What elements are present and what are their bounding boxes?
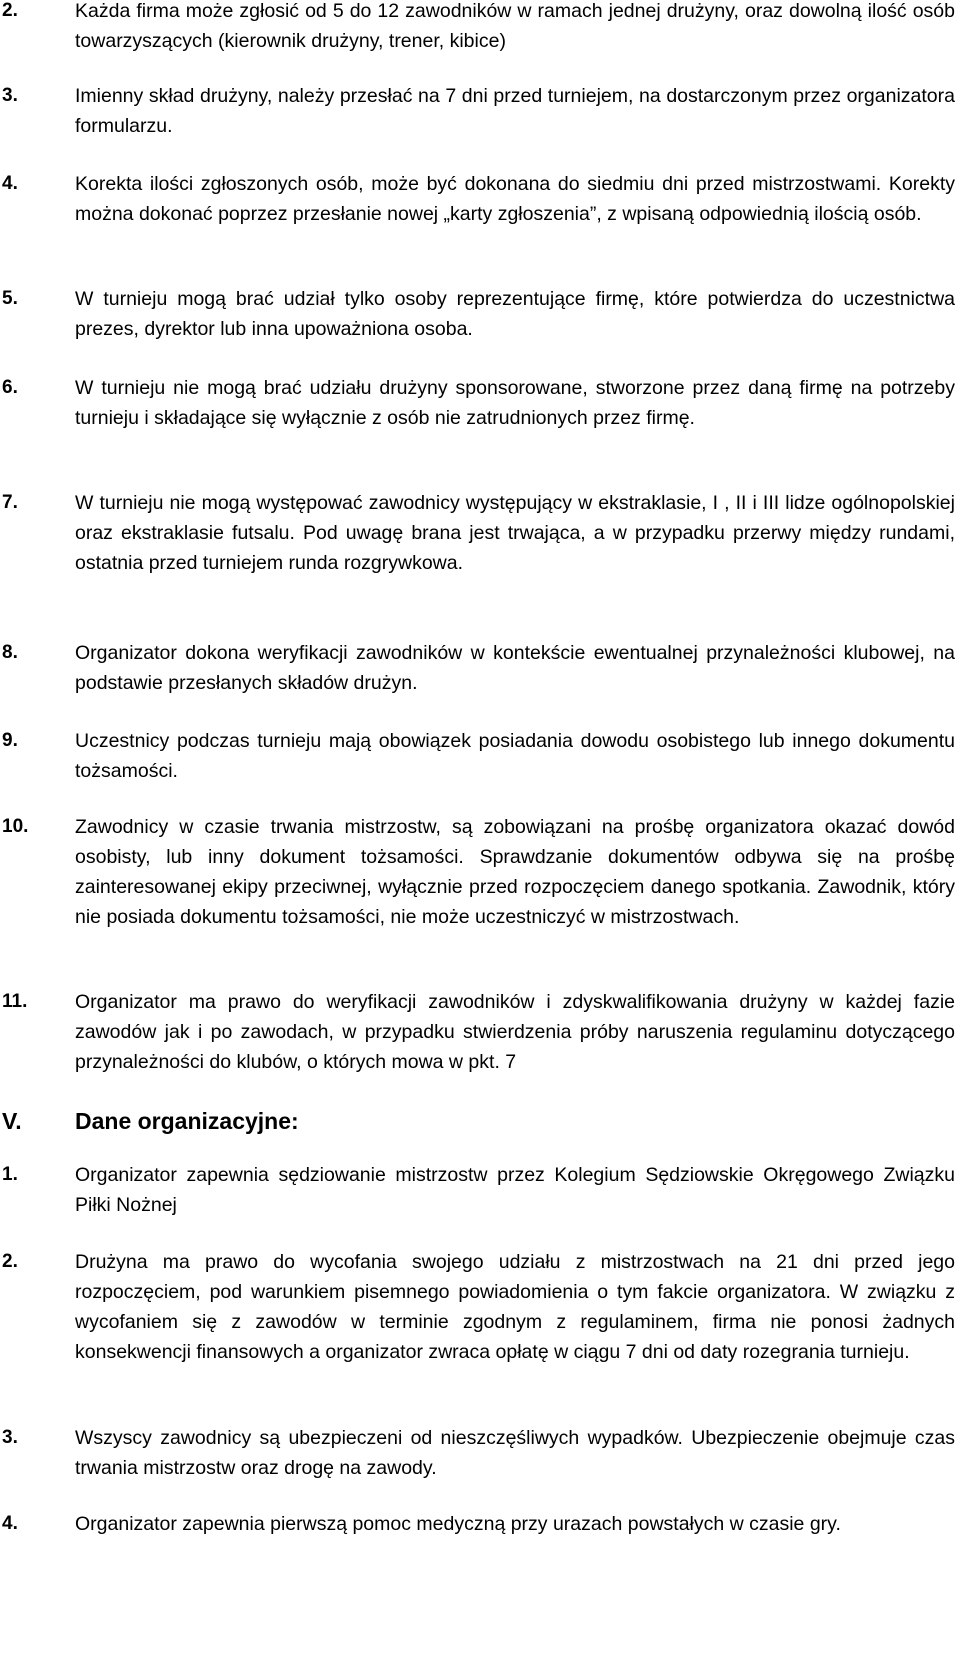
list-item-text: Uczestnicy podczas turnieju mają obowiązek posiadania dowodu osobistego lub innego dokumentu tożsamości. — [75, 730, 955, 782]
list-item-text: Wszyscy zawodnicy są ubezpieczeni od nieszczęśliwych wypadków. Ubezpieczenie obejmuje czas trwania mistrzostw oraz drogę na zawody. — [75, 1427, 955, 1479]
list-item-text: Organizator zapewnia pierwszą pomoc medyczną przy urazach powstałych w czasie gry. — [75, 1513, 841, 1535]
section-title: Dane organizacyjne: — [75, 1108, 299, 1134]
list-item-text: W turnieju nie mogą brać udziału drużyny sponsorowane, stworzone przez daną firmę na potrzeby turnieju i składające się wyłącznie z osób nie zatrudnionych przez firmę. — [75, 377, 955, 429]
list-item-text: W turnieju mogą brać udział tylko osoby reprezentujące firmę, które potwierdza do uczestnictwa prezes, dyrektor lub inna upoważniona osoba. — [75, 288, 955, 340]
list-item-text: Organizator dokona weryfikacji zawodników w kontekście ewentualnej przynależności klubowej, na podstawie przesłanych składów drużyn. — [75, 642, 955, 694]
list-item-number: 11. — [2, 991, 28, 1012]
list-item-text: Organizator zapewnia sędziowanie mistrzostw przez Kolegium Sędziowskie Okręgowego Związku Piłki Nożnej — [75, 1164, 955, 1216]
list-item-number: 4. — [2, 173, 18, 194]
list-item-number: 2. — [2, 0, 18, 21]
list-item-text: Drużyna ma prawo do wycofania swojego udziału z mistrzostwach na 21 dni przed jego rozpoczęciem, pod warunkiem pisemnego powiadomienia o tym fakcie organizatora. W związku z wycofaniem się z zawodów w terminie zgodnym z regulaminem, firma nie ponosi żadnych konsekwencji finansowych a organizator zwraca opłatę w ciągu 7 dni od daty rozegrania turnieju. — [75, 1251, 955, 1363]
list-item-number: 5. — [2, 288, 18, 309]
list-item-text: Zawodnicy w czasie trwania mistrzostw, są zobowiązani na prośbę organizatora okazać dowód osobisty, lub inny dokument tożsamości. Sprawdzanie dokumentów odbywa się na prośbę zainteresowanej ekipy przeciwnej, wyłącznie przed rozpoczęciem danego spotkania. Zawodnik, który nie posiada dokumentu tożsamości, nie może uczestniczyć w mistrzostwach. — [75, 816, 955, 928]
list-item-number: 8. — [2, 642, 18, 663]
list-item-number: 1. — [2, 1164, 18, 1185]
list-item-text: Korekta ilości zgłoszonych osób, może być dokonana do siedmiu dni przed mistrzostwami. Korekty można dokonać poprzez przesłanie nowej „karty zgłoszenia”, z wpisaną odpowiednią ilością osób. — [75, 173, 955, 225]
list-item-text: W turnieju nie mogą występować zawodnicy występujący w ekstraklasie, I , II i III lidze ogólnopolskiej oraz ekstraklasie futsalu. Pod uwagę brana jest trwająca, a w przypadku przerwy między rundami, ostatnia przed turniejem runda rozgrywkowa. — [75, 492, 955, 574]
list-item-text: Organizator ma prawo do weryfikacji zawodników i zdyskwalifikowania drużyny w każdej fazie zawodów jak i po zawodach, w przypadku stwierdzenia próby naruszenia regulaminu dotyczącego przynależności do klubów, o których mowa w pkt. 7 — [75, 991, 955, 1073]
section-number: V. — [2, 1108, 22, 1134]
list-item-text: Imienny skład drużyny, należy przesłać na 7 dni przed turniejem, na dostarczonym przez organizatora formularzu. — [75, 85, 955, 137]
list-item-number: 3. — [2, 1427, 18, 1448]
list-item-text: Każda firma może zgłosić od 5 do 12 zawodników w ramach jednej drużyny, oraz dowolną ilość osób towarzyszących (kierownik drużyny, trener, kibice) — [75, 0, 955, 52]
list-item-number: 2. — [2, 1251, 18, 1272]
list-item-number: 10. — [2, 816, 29, 837]
list-item-number: 7. — [2, 492, 18, 513]
list-item-number: 3. — [2, 85, 18, 106]
list-item-number: 4. — [2, 1513, 18, 1534]
list-item-number: 6. — [2, 377, 18, 398]
list-item-number: 9. — [2, 730, 18, 751]
